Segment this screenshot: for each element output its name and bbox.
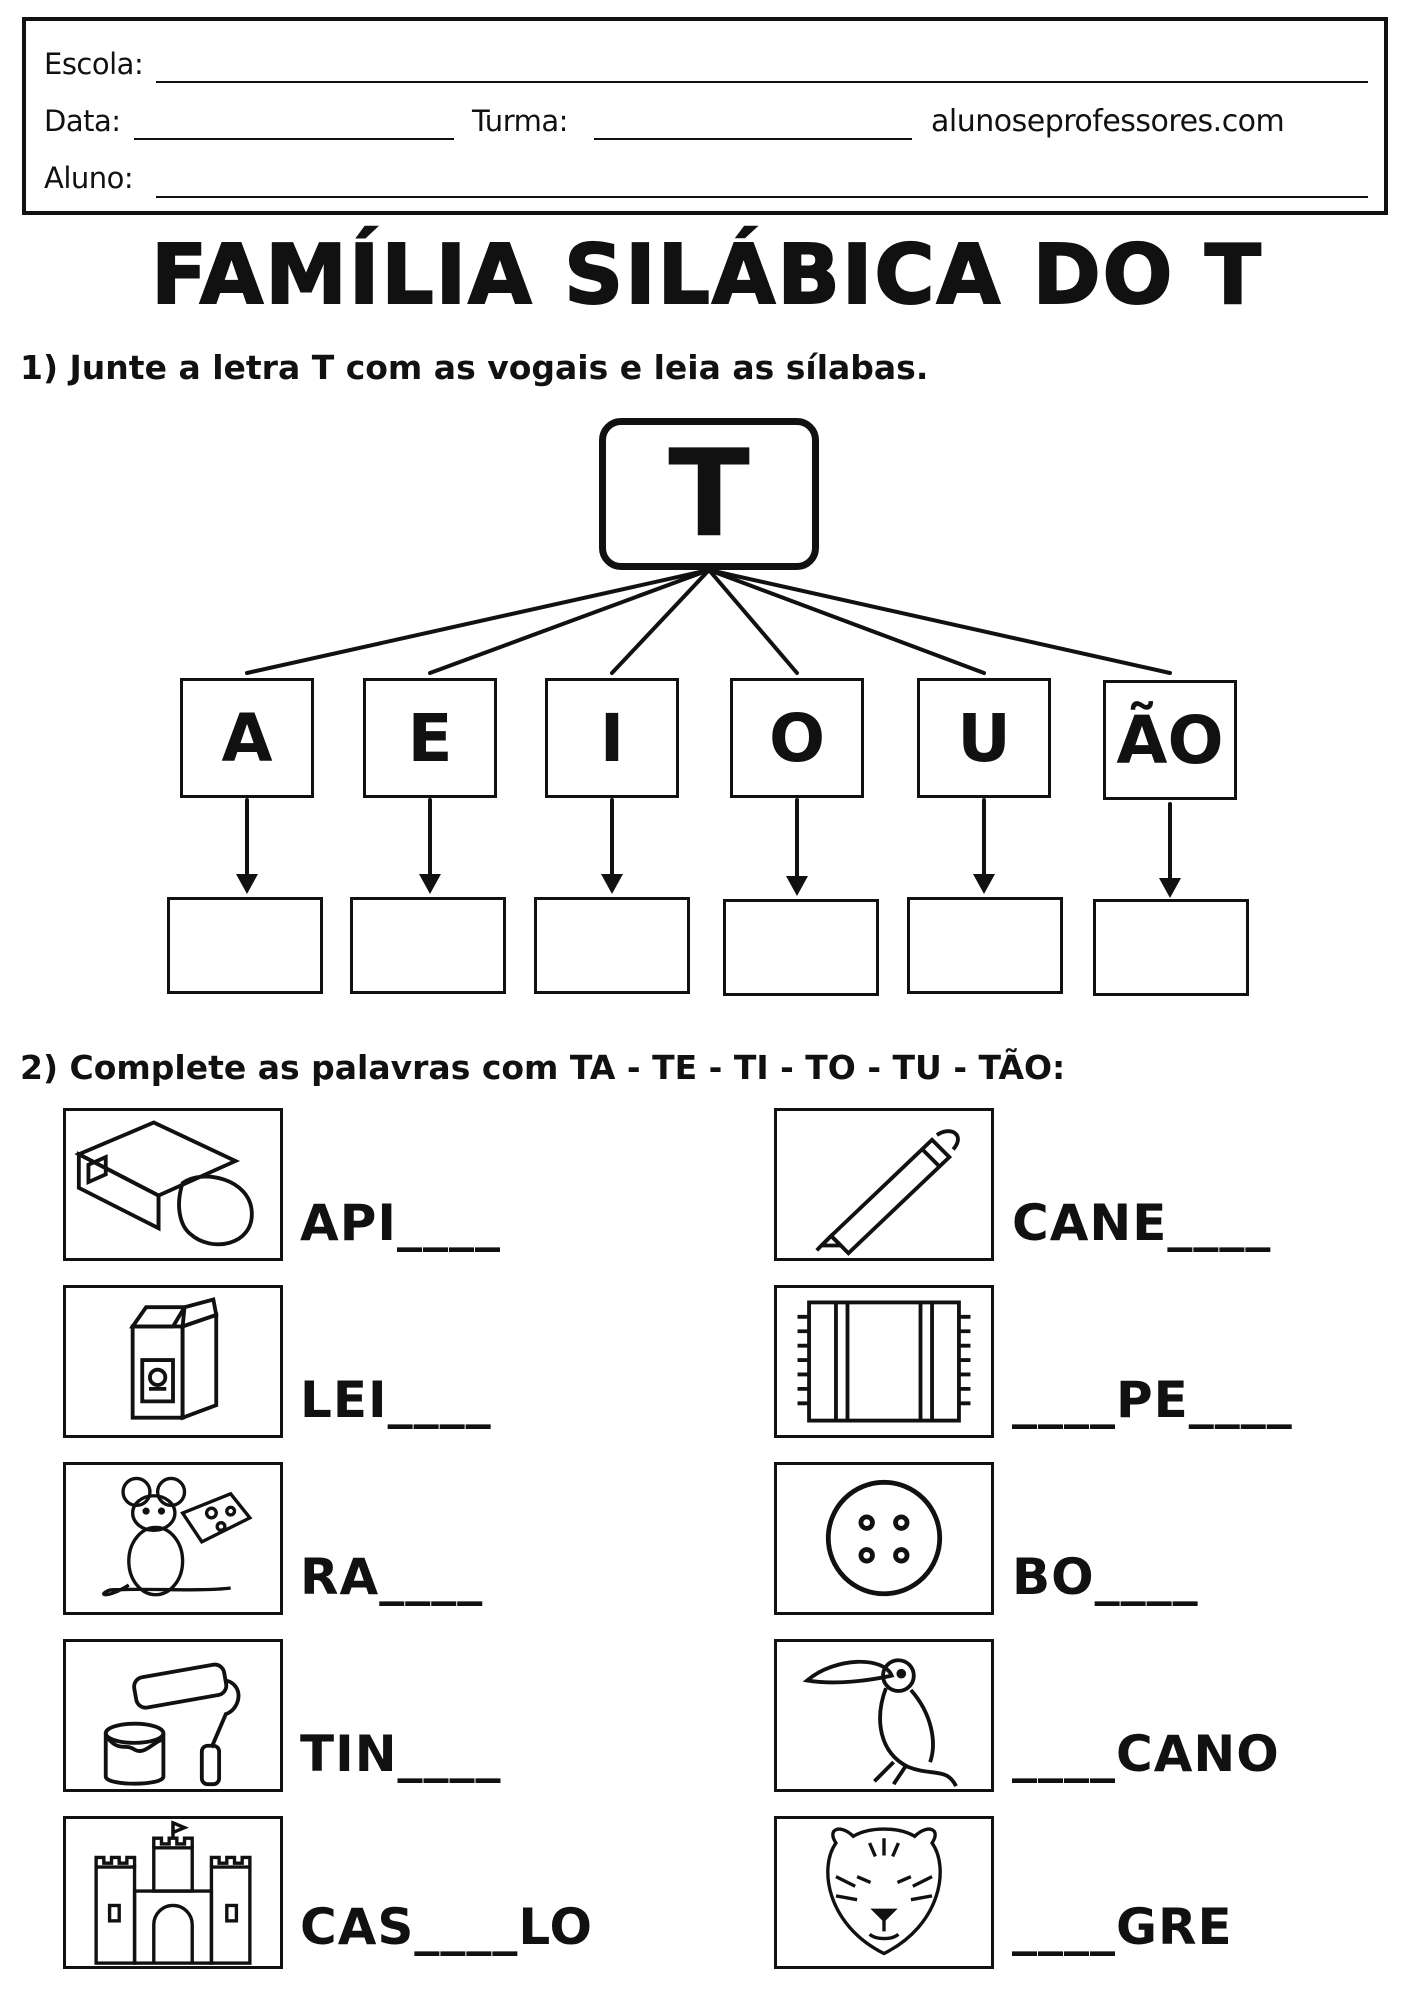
page-title: FAMÍLIA SILÁBICA DO T [151,228,1263,323]
rug-icon [774,1285,994,1438]
date-label: Data: [44,104,121,138]
toucan-icon [774,1639,994,1792]
word-cane: CANE____ [1012,1194,1272,1252]
answer-box-tu[interactable] [907,897,1063,994]
word-bo: BO____ [1012,1548,1199,1606]
vowel-box-ao: ÃO [1103,680,1237,800]
site-name: alunoseprofessores.com [931,104,1285,139]
milk-carton-icon [63,1285,283,1438]
answer-box-tao[interactable] [1093,899,1249,996]
answer-box-ti[interactable] [534,897,690,994]
mouse-with-cheese-icon [63,1462,283,1615]
class-label: Turma: [472,104,568,138]
castle-icon [63,1816,283,1969]
student-label: Aluno: [44,161,134,195]
vowel-box-i: I [545,678,679,798]
answer-box-ta[interactable] [167,897,323,994]
question-2-instruction: 2) Complete as palavras com TA - TE - TI - TO - TU - TÃO: [20,1048,1066,1087]
vowel-box-a: A [180,678,314,798]
vowel-box-e: E [363,678,497,798]
paint-roller-icon [63,1639,283,1792]
whistle-icon [63,1108,283,1261]
word-lei: LEI____ [300,1371,492,1429]
word-cas-lo: CAS____LO [300,1898,593,1956]
word-api: API____ [300,1194,501,1252]
word-tin: TIN____ [300,1725,502,1783]
word-pe: ____PE____ [1012,1371,1293,1429]
letter-t-box: T [599,418,819,570]
answer-box-to[interactable] [723,899,879,996]
vowel-box-u: U [917,678,1051,798]
button-icon [774,1462,994,1615]
word-gre: ____GRE [1012,1898,1233,1956]
answer-box-te[interactable] [350,897,506,994]
school-label: Escola: [44,47,144,81]
vowel-box-o: O [730,678,864,798]
tiger-icon [774,1816,994,1969]
pen-icon [774,1108,994,1261]
word-ra: RA____ [300,1548,484,1606]
word-cano: ____CANO [1012,1725,1280,1783]
question-1-instruction: 1) Junte a letra T com as vogais e leia as sílabas. [20,348,929,387]
